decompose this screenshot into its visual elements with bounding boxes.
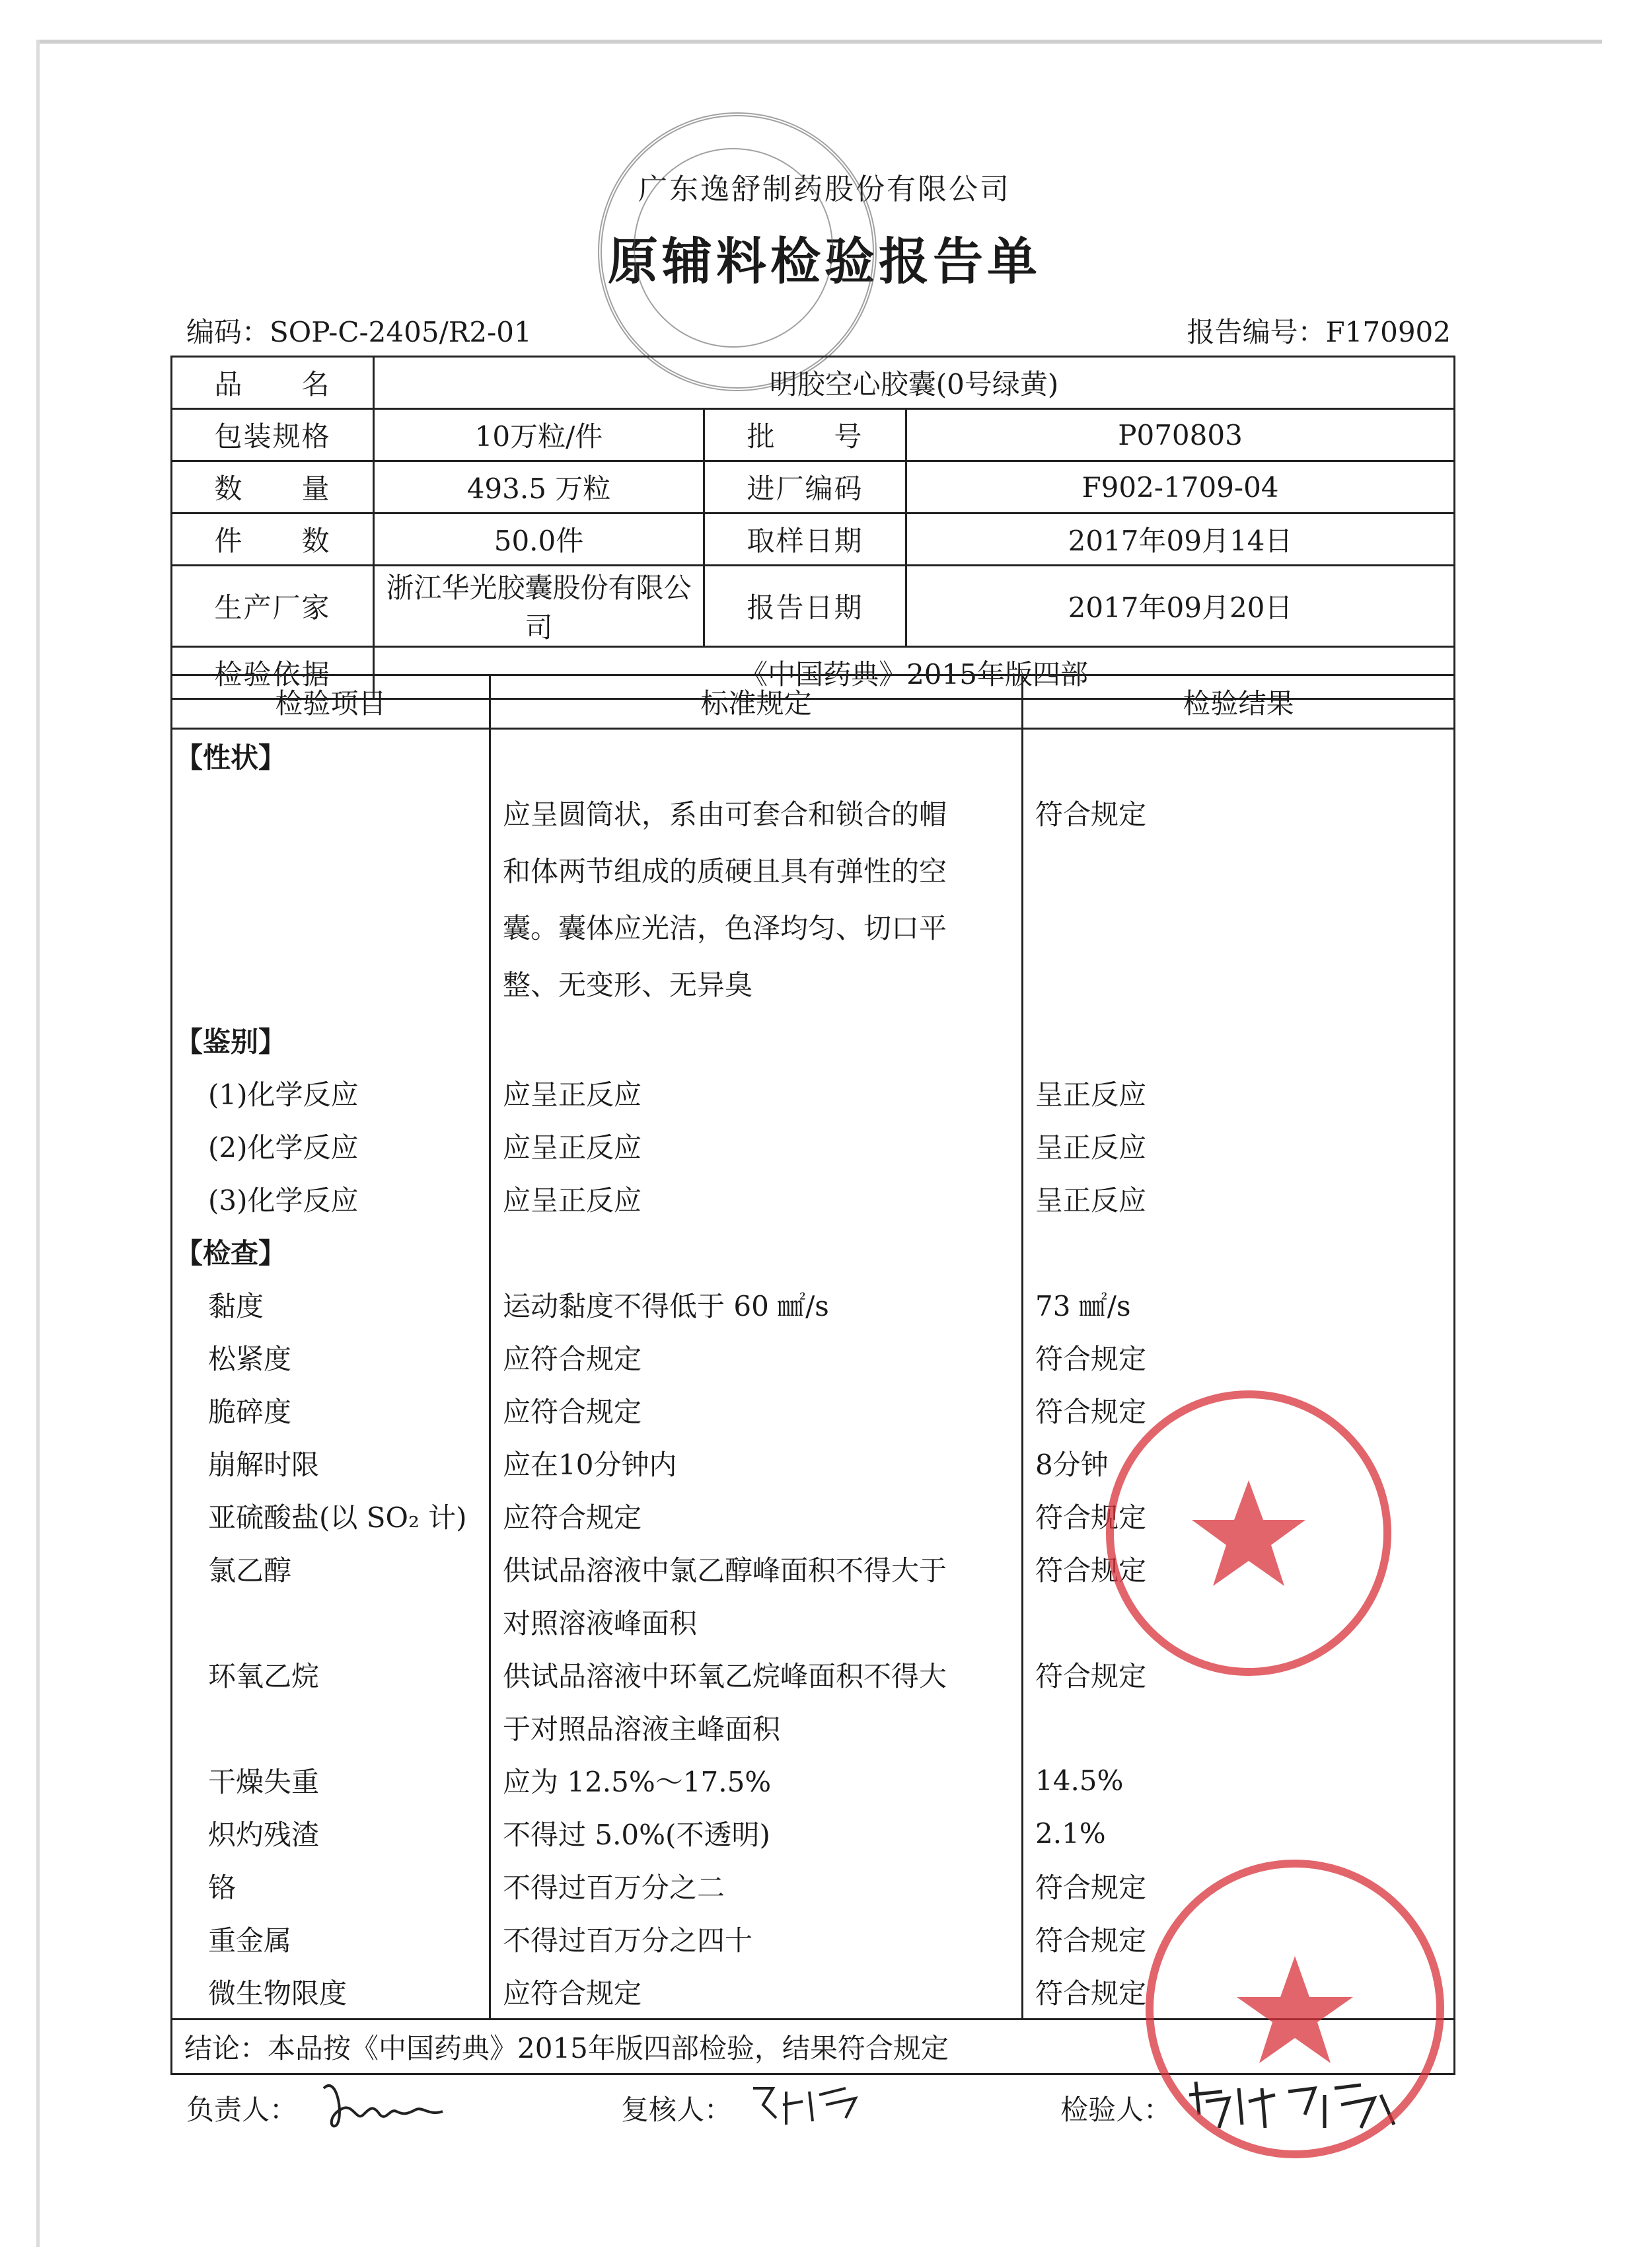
test-item: 黏度: [172, 1278, 490, 1331]
entry-code-value: F902-1709-04: [906, 461, 1455, 513]
character-standard: [490, 782, 1023, 1014]
character-standard-line: 应呈圆筒状，系由可套合和锁合的帽: [503, 798, 947, 831]
test-standard: 应呈正反应: [490, 1067, 1023, 1119]
test-item: 脆碎度: [172, 1384, 490, 1437]
test-result: 符合规定: [1023, 1912, 1455, 1965]
header-result: 检验结果: [1023, 675, 1455, 729]
red-quality-stamp-2: [1136, 1850, 1453, 2168]
section-row: [172, 1014, 1455, 1067]
test-item: 微生物限度: [172, 1965, 490, 2020]
reviewer-signature: [747, 2078, 879, 2131]
inspector-label: 检验人：: [1060, 2094, 1172, 2126]
report-date-label: 报告日期: [704, 566, 906, 647]
pieces-label: 件 数: [172, 513, 374, 566]
test-item: 松紧度: [172, 1331, 490, 1384]
test-item: 氯乙醇: [172, 1542, 490, 1595]
test-result: 符合规定: [1023, 1490, 1455, 1542]
table-row: [172, 1331, 1455, 1384]
table-row: [172, 1119, 1455, 1172]
company-name: 广东逸舒制药股份有限公司: [638, 172, 1011, 206]
test-standard: 运动黏度不得低于 60 ㎟/s: [490, 1278, 1023, 1331]
pack-spec-label: 包装规格: [172, 409, 374, 461]
test-standard: 应在10分钟内: [490, 1437, 1023, 1490]
table-row: [172, 1807, 1455, 1860]
document-code: 编码：SOP-C-2405/R2-01: [186, 316, 532, 348]
table-row: [172, 566, 1455, 647]
report-number: 报告编号：F170902: [1187, 316, 1451, 348]
red-quality-stamp-1: [1097, 1381, 1401, 1685]
test-result: 符合规定: [1023, 1648, 1455, 1701]
identification-section: 【鉴别】: [172, 1014, 490, 1067]
table-row: [172, 409, 1455, 461]
sample-date-value: 2017年09月14日: [906, 513, 1455, 566]
pack-spec-value: 10万粒/件: [374, 409, 704, 461]
pieces-value: 50.0件: [374, 513, 704, 566]
test-standard: 不得过百万分之二: [490, 1860, 1023, 1912]
test-standard: 应符合规定: [490, 1384, 1023, 1437]
responsible-signature: [317, 2075, 456, 2135]
product-name: 明胶空心胶囊(0号绿黄): [374, 357, 1455, 409]
manufacturer-value: 浙江华光胶囊股份有限公司: [374, 566, 704, 647]
test-standard: 应为 12.5%～17.5%: [490, 1754, 1023, 1807]
check-section: 【检查】: [172, 1225, 490, 1278]
test-header-row: [172, 675, 1455, 729]
test-standard: 应符合规定: [490, 1331, 1023, 1384]
scan-edge-left: [36, 40, 40, 2247]
product-name-label: 品 名: [172, 357, 374, 409]
test-item: 环氧乙烷: [172, 1648, 490, 1701]
character-section: 【性状】: [172, 729, 490, 783]
report-title: 原辅料检验报告单: [608, 232, 1041, 291]
test-item: (1)化学反应: [172, 1067, 490, 1119]
company-inspection-stamp: [598, 112, 877, 391]
basis-label: 检验依据: [172, 647, 374, 699]
character-standard-line: 整、无变形、无异臭: [503, 969, 753, 1001]
test-item: 崩解时限: [172, 1437, 490, 1490]
test-standard: 不得过百万分之四十: [490, 1912, 1023, 1965]
table-row: [172, 1701, 1455, 1754]
test-result: 符合规定: [1023, 1965, 1455, 2020]
section-row: [172, 729, 1455, 783]
test-item: (2)化学反应: [172, 1119, 490, 1172]
test-standard: 应呈正反应: [490, 1119, 1023, 1172]
quantity-label: 数 量: [172, 461, 374, 513]
test-item: 铬: [172, 1860, 490, 1912]
batch-value: P070803: [906, 409, 1455, 461]
table-row: [172, 782, 1455, 1014]
character-standard-line: 囊。囊体应光洁，色泽均匀、切口平: [503, 912, 947, 944]
test-result: 符合规定: [1023, 1542, 1455, 1595]
test-standard: 供试品溶液中氯乙醇峰面积不得大于: [490, 1542, 1023, 1595]
report-date-value: 2017年09月20日: [906, 566, 1455, 647]
table-row: [172, 513, 1455, 566]
test-standard-continued: 对照溶液峰面积: [490, 1595, 1023, 1648]
test-standard: 供试品溶液中环氧乙烷峰面积不得大: [490, 1648, 1023, 1701]
sample-date-label: 取样日期: [704, 513, 906, 566]
header-item: 检验项目: [172, 675, 490, 729]
batch-label: 批 号: [704, 409, 906, 461]
basis-value: 《中国药典》2015年版四部: [374, 647, 1455, 699]
reviewer-label: 复核人：: [621, 2094, 733, 2126]
test-result: 符合规定: [1023, 1860, 1455, 1912]
test-item: 重金属: [172, 1912, 490, 1965]
table-row: [172, 1067, 1455, 1119]
character-standard-line: 和体两节组成的质硬且具有弹性的空: [503, 855, 947, 888]
test-result: 呈正反应: [1023, 1067, 1455, 1119]
test-result: 14.5%: [1023, 1754, 1455, 1807]
entry-code-label: 进厂编码: [704, 461, 906, 513]
section-row: [172, 1225, 1455, 1278]
table-row: [172, 461, 1455, 513]
test-standard-continued: 于对照品溶液主峰面积: [490, 1701, 1023, 1754]
table-row: [172, 357, 1455, 409]
quantity-value: 493.5 万粒: [374, 461, 704, 513]
scan-edge-top: [36, 40, 1602, 44]
table-row: [172, 1754, 1455, 1807]
test-standard: 应符合规定: [490, 1965, 1023, 2020]
test-item: (3)化学反应: [172, 1172, 490, 1225]
table-row: [172, 1172, 1455, 1225]
character-result: 符合规定: [1023, 782, 1455, 1014]
conclusion: 结论：本品按《中国药典》2015年版四部检验，结果符合规定: [172, 2020, 1455, 2074]
test-standard: 应呈正反应: [490, 1172, 1023, 1225]
responsible-label: 负责人：: [186, 2094, 298, 2126]
test-item: 干燥失重: [172, 1754, 490, 1807]
test-standard: 应符合规定: [490, 1490, 1023, 1542]
test-standard: 不得过 5.0%(不透明): [490, 1807, 1023, 1860]
test-result: 2.1%: [1023, 1807, 1455, 1860]
header-standard: 标准规定: [490, 675, 1023, 729]
test-result: 8分钟: [1023, 1437, 1455, 1490]
test-result: 73 ㎟/s: [1023, 1278, 1455, 1331]
test-result: 符合规定: [1023, 1384, 1455, 1437]
info-table: [170, 356, 1455, 700]
test-result: 呈正反应: [1023, 1172, 1455, 1225]
test-item: 炽灼残渣: [172, 1807, 490, 1860]
manufacturer-label: 生产厂家: [172, 566, 374, 647]
test-result: 呈正反应: [1023, 1119, 1455, 1172]
test-result: 符合规定: [1023, 1331, 1455, 1384]
table-row: [172, 1278, 1455, 1331]
test-item: 亚硫酸盐(以 SO₂ 计): [172, 1490, 490, 1542]
